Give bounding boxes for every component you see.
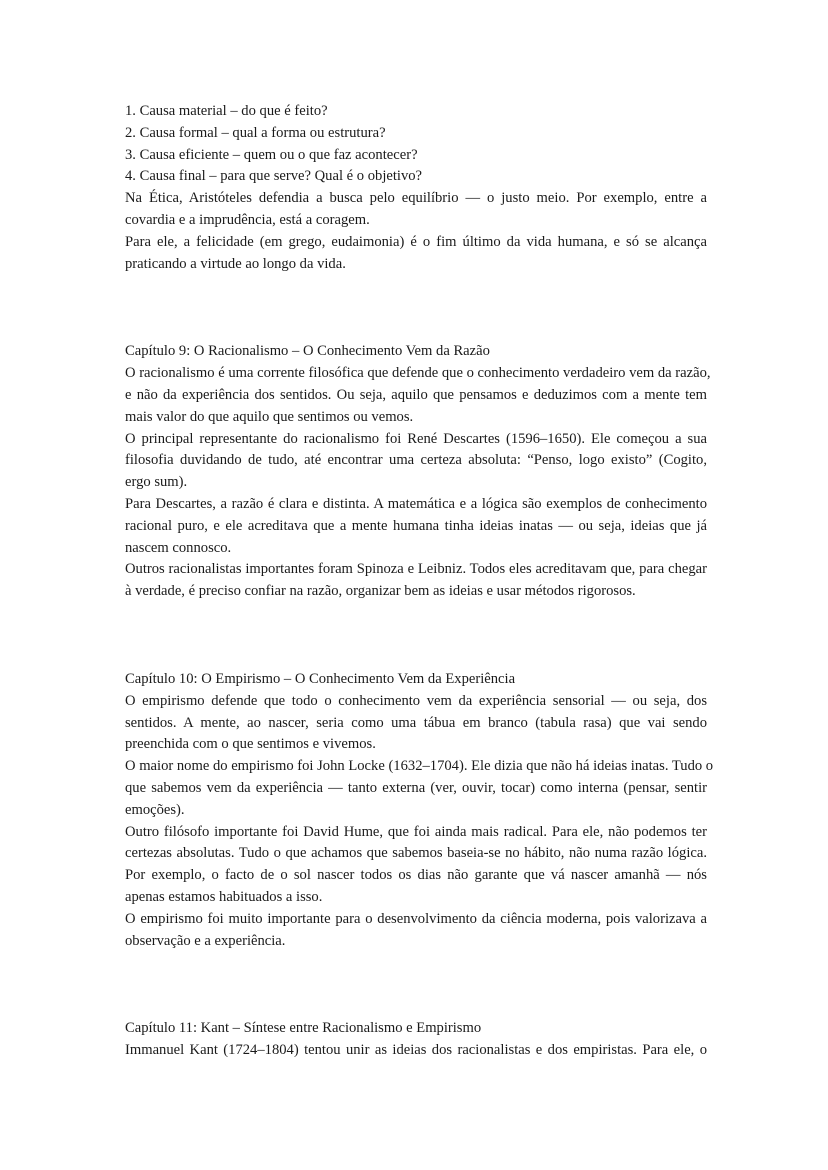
chapter-9-title: Capítulo 9: O Racionalismo – O Conhecimento Vem da Razão (125, 343, 490, 360)
text-line: e não da experiência dos sentidos. Ou seja, aquilo que pensamos e deduzimos com a mente tem (125, 386, 707, 403)
text-line: Por exemplo, o facto de o sol nascer todos os dias não garante que vá nascer amanhã — nós (125, 867, 707, 884)
text-line: certezas absolutas. Tudo o que achamos que sabemos baseia-se no hábito, não numa razão lógica. (125, 845, 707, 862)
text-line: O empirismo defende que todo o conhecimento vem da experiência sensorial — ou seja, dos (125, 692, 707, 709)
chapter-9-paragraph-2 (125, 429, 707, 494)
text-line: O maior nome do empirismo foi John Locke (1632–1704). Ele dizia que não há ideias inatas. Tudo o (125, 758, 714, 775)
text-line: à verdade, é preciso confiar na razão, organizar bem as ideias e usar métodos rigorosos. (125, 583, 636, 600)
causes-list (125, 101, 707, 188)
chapter-11-paragraph-1 (125, 1040, 707, 1062)
text-line: nascem connosco. (125, 539, 232, 556)
text-line: emoções). (125, 801, 185, 818)
cause-item: 1. Causa material – do que é feito? (125, 103, 328, 119)
cause-item: 3. Causa eficiente – quem ou o que faz acontecer? (125, 146, 418, 163)
chapter-9-paragraph-1 (125, 363, 711, 428)
paragraph-ethics (125, 188, 707, 232)
chapter-9-paragraph-4 (125, 559, 707, 603)
text-line: O racionalismo é uma corrente filosófica que defende que o conhecimento verdadeiro vem da razão, (125, 365, 711, 382)
text-line: apenas estamos habituados a isso. (125, 888, 323, 905)
paragraph-happiness (125, 232, 707, 276)
text-line: observação e a experiência. (125, 932, 286, 949)
chapter-10-paragraph-2 (125, 756, 714, 821)
text-line: ergo sum). (125, 474, 188, 491)
chapter-10-paragraph-4 (125, 909, 707, 953)
text-line: Para Descartes, a razão é clara e distinta. A matemática e a lógica são exemplos de conhecimento (125, 495, 707, 512)
text-line: filosofia duvidando de tudo, até encontrar uma certeza absoluta: “Penso, logo existo” (Cogito, (125, 452, 707, 469)
text-line: sentidos. A mente, ao nascer, seria como uma tábua em branco (tabula rasa) que vai sendo (125, 714, 707, 731)
text-line: que sabemos vem da experiência — tanto externa (ver, ouvir, tocar) como interna (pensar, sentir (125, 779, 707, 796)
chapter-9-paragraph-3 (125, 494, 707, 559)
text-line: Immanuel Kant (1724–1804) tentou unir as ideias dos racionalistas e dos empiristas. Para ele, o (125, 1042, 707, 1059)
document-page (125, 101, 714, 1062)
text-line: mais valor do que aquilo que sentimos ou vemos. (125, 408, 414, 425)
chapter-10-paragraph-3 (125, 822, 707, 909)
text-line: preenchida com o que sentimos e vivemos. (125, 736, 376, 753)
text-line: covardia e a imprudência, está a coragem. (125, 211, 370, 228)
cause-item: 4. Causa final – para que serve? Qual é o objetivo? (125, 168, 423, 185)
chapter-10-paragraph-1 (125, 691, 707, 756)
chapter-10-title: Capítulo 10: O Empirismo – O Conhecimento Vem da Experiência (125, 670, 516, 687)
text-line: Outro filósofo importante foi David Hume, que foi ainda mais radical. Para ele, não podemos ter (125, 823, 707, 840)
text-line: O principal representante do racionalismo foi René Descartes (1596–1650). Ele começou a sua (125, 430, 707, 447)
cause-item: 2. Causa formal – qual a forma ou estrutura? (125, 124, 386, 141)
text-line: Para ele, a felicidade (em grego, eudaimonia) é o fim último da vida humana, e só se alcança (125, 233, 707, 250)
chapter-11-title: Capítulo 11: Kant – Síntese entre Racionalismo e Empirismo (125, 1020, 482, 1037)
text-line: O empirismo foi muito importante para o desenvolvimento da ciência moderna, pois valorizava a (125, 910, 707, 927)
text-line: praticando a virtude ao longo da vida. (125, 255, 346, 272)
text-line: Outros racionalistas importantes foram Spinoza e Leibniz. Todos eles acreditavam que, para chegar (125, 561, 707, 578)
text-line: racional puro, e ele acreditava que a mente humana tinha ideias inatas — ou seja, ideias que já (125, 517, 707, 534)
text-line: Na Ética, Aristóteles defendia a busca pelo equilíbrio — o justo meio. Por exemplo, entre a (125, 190, 707, 207)
